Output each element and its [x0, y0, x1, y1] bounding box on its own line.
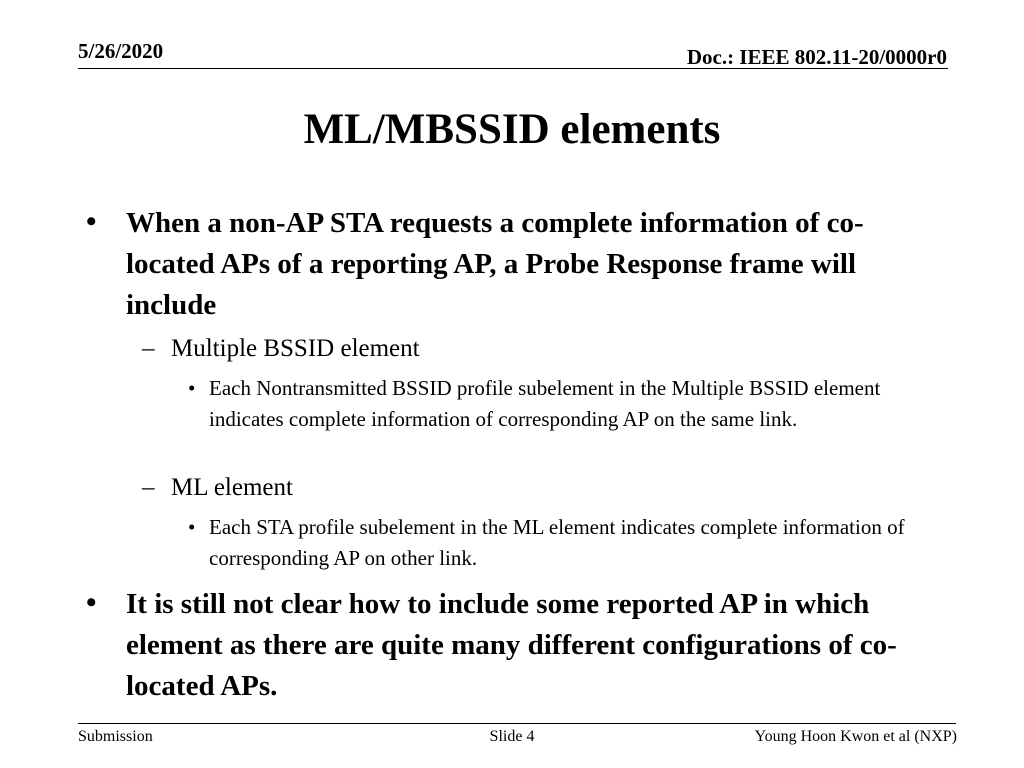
- header-doc-id: Doc.: IEEE 802.11-20/0000r0: [686, 45, 947, 69]
- bullet-icon: •: [86, 205, 97, 238]
- sub-bullet-text-1-1: Multiple BSSID element: [171, 335, 420, 362]
- footer-submission: Submission: [78, 728, 153, 745]
- slide-title: ML/MBSSID elements: [303, 106, 721, 153]
- small-bullet-icon: •: [188, 515, 196, 539]
- bullet-text-2: It is still not clear how to include some reported AP in which element as there are quite many different configurations of co-located APs.: [126, 588, 897, 702]
- header-date: 5/26/2020: [78, 39, 164, 63]
- sub-sub-bullet-text-1-2-1: Each STA profile subelement in the ML element indicates complete information of corresponding AP on other link.: [209, 515, 905, 570]
- bullet-icon: •: [86, 586, 97, 619]
- dash-icon: –: [142, 335, 155, 362]
- sub-sub-bullet-text-1-1-1: Each Nontransmitted BSSID profile subelement in the Multiple BSSID element indicates complete information of corresponding AP on the same link.: [209, 376, 881, 431]
- small-bullet-icon: •: [188, 376, 196, 400]
- footer-divider: [78, 723, 956, 724]
- dash-icon: –: [142, 474, 155, 501]
- footer-author: Young Hoon Kwon et al (NXP): [754, 728, 957, 745]
- bullet-text-1: When a non-AP STA requests a complete information of co-located APs of a reporting AP, a Probe Response frame will include: [126, 207, 864, 321]
- footer-slide-number: Slide 4: [489, 728, 535, 745]
- sub-bullet-text-1-2: ML element: [171, 474, 293, 501]
